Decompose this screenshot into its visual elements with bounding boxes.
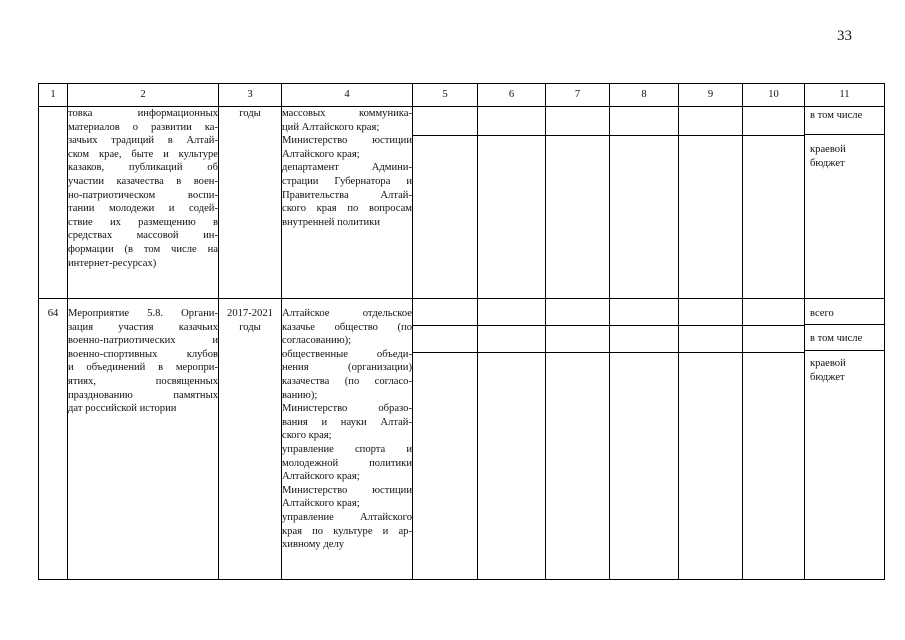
executor-line: казачье общество (по (282, 321, 412, 333)
event-name-line: участии казачества в воен- (68, 175, 218, 187)
event-name-line: дат российской истории (68, 403, 177, 415)
column-header: 1 (39, 84, 68, 107)
executor-line: управление спорта и (282, 443, 412, 455)
col8-cell (610, 299, 679, 580)
program-table (38, 83, 885, 580)
executor-line: нения (организации) (282, 362, 412, 374)
col9-cell (679, 299, 743, 580)
finance-label: краевой бюджет (810, 358, 846, 383)
event-name-line: празднованию памятных (68, 389, 218, 401)
finance-label: краевой бюджет (810, 144, 846, 169)
executor-line: Министерство юстиции (282, 484, 412, 496)
executor-cell (282, 299, 413, 580)
event-name-line: военно-патриотических и (68, 335, 218, 347)
event-name-cell (68, 299, 219, 580)
column-header: 9 (679, 84, 743, 107)
finance-label: в том числе (805, 107, 884, 135)
executor-line: управление Алтайского (282, 511, 412, 523)
column-header: 3 (219, 84, 282, 107)
column-header: 5 (413, 84, 478, 107)
period-line: 2017-2021 (227, 308, 273, 319)
column-header: 4 (282, 84, 413, 107)
event-name-cell (68, 107, 219, 299)
event-name-line: но-патриотическом воспи- (68, 189, 218, 201)
executor-line: ванию); (282, 389, 318, 401)
executor-line: Министерство образо- (282, 403, 412, 415)
finance-label: в том числе (805, 325, 884, 351)
col10-cell (743, 107, 805, 299)
column-header: 10 (743, 84, 805, 107)
executor-line: Правительства Алтай- (282, 189, 412, 201)
executor-line: ций Алтайского края; (282, 121, 380, 133)
executor-cell (282, 107, 413, 299)
table-row (39, 299, 885, 580)
finance-source-cell (805, 299, 885, 580)
event-name-line: материалов о развитии ка- (68, 121, 218, 133)
col6-cell (478, 299, 546, 580)
event-name-line: зация участия казачьих (68, 321, 218, 333)
executor-line: Алтайского края; (282, 471, 360, 483)
column-header: 8 (610, 84, 679, 107)
executor-line: Алтайского края; (282, 498, 360, 510)
event-name-line: ском крае, быте и культуре (68, 148, 218, 160)
executor-line: Министерство юстиции (282, 135, 412, 147)
executor-line: Алтайское отдельское (282, 308, 412, 319)
event-name-line: и объединений в меропри- (68, 362, 218, 374)
page-number: 33 (837, 28, 852, 44)
event-name-line: тании молодежи и содей- (68, 203, 218, 215)
col10-cell (743, 299, 805, 580)
event-name-line: товка информационных (68, 108, 218, 119)
event-name-line: военно-спортивных клубов (68, 348, 218, 360)
event-name-line: зачьих традиций в Алтай- (68, 135, 218, 147)
period-cell (219, 107, 282, 299)
executor-line: хивному делу (282, 539, 345, 551)
column-header: 6 (478, 84, 546, 107)
executor-line: казачества (по согласо- (282, 375, 412, 387)
finance-source-cell (805, 107, 885, 299)
executor-line: общественные объеди- (282, 348, 412, 360)
period-cell (219, 299, 282, 580)
table-header-row (39, 84, 885, 107)
period-line: годы (239, 321, 261, 333)
column-header: 2 (68, 84, 219, 107)
col7-cell (546, 299, 610, 580)
event-name-line: казаков, публикаций об (68, 162, 218, 174)
row-number (39, 107, 68, 299)
executor-line: края по культуре и ар- (282, 525, 412, 537)
executor-line: вания и науки Алтай- (282, 416, 412, 428)
col9-cell (679, 107, 743, 299)
executor-line: массовых коммуника- (282, 108, 412, 119)
executor-line: внутренней политики (282, 216, 380, 228)
col5-cell (413, 107, 478, 299)
event-name-line: формации (в том числе на (68, 243, 218, 255)
col6-cell (478, 107, 546, 299)
event-name-line: средствах массовой ин- (68, 230, 218, 242)
finance-label: всего (805, 299, 884, 325)
executor-line: Алтайского края; (282, 148, 360, 160)
executor-line: ского края; (282, 430, 332, 442)
executor-line: согласованию); (282, 335, 352, 347)
col7-cell (546, 107, 610, 299)
col5-cell (413, 299, 478, 580)
executor-line: молодежной политики (282, 457, 412, 469)
event-name-line: ствие их размещению в (68, 216, 218, 228)
event-name-line: ятиях, посвященных (68, 375, 218, 387)
table-row (39, 107, 885, 299)
executor-line: ского края по вопросам (282, 203, 412, 215)
column-header: 7 (546, 84, 610, 107)
row-number: 64 (39, 299, 68, 580)
col8-cell (610, 107, 679, 299)
event-name-line: Мероприятие 5.8. Органи- (68, 308, 218, 319)
column-header: 11 (805, 84, 885, 107)
period-line: годы (239, 108, 261, 119)
executor-line: страции Губернатора и (282, 175, 412, 187)
executor-line: департамент Админи- (282, 162, 412, 174)
event-name-line: интернет-ресурсах) (68, 257, 157, 269)
